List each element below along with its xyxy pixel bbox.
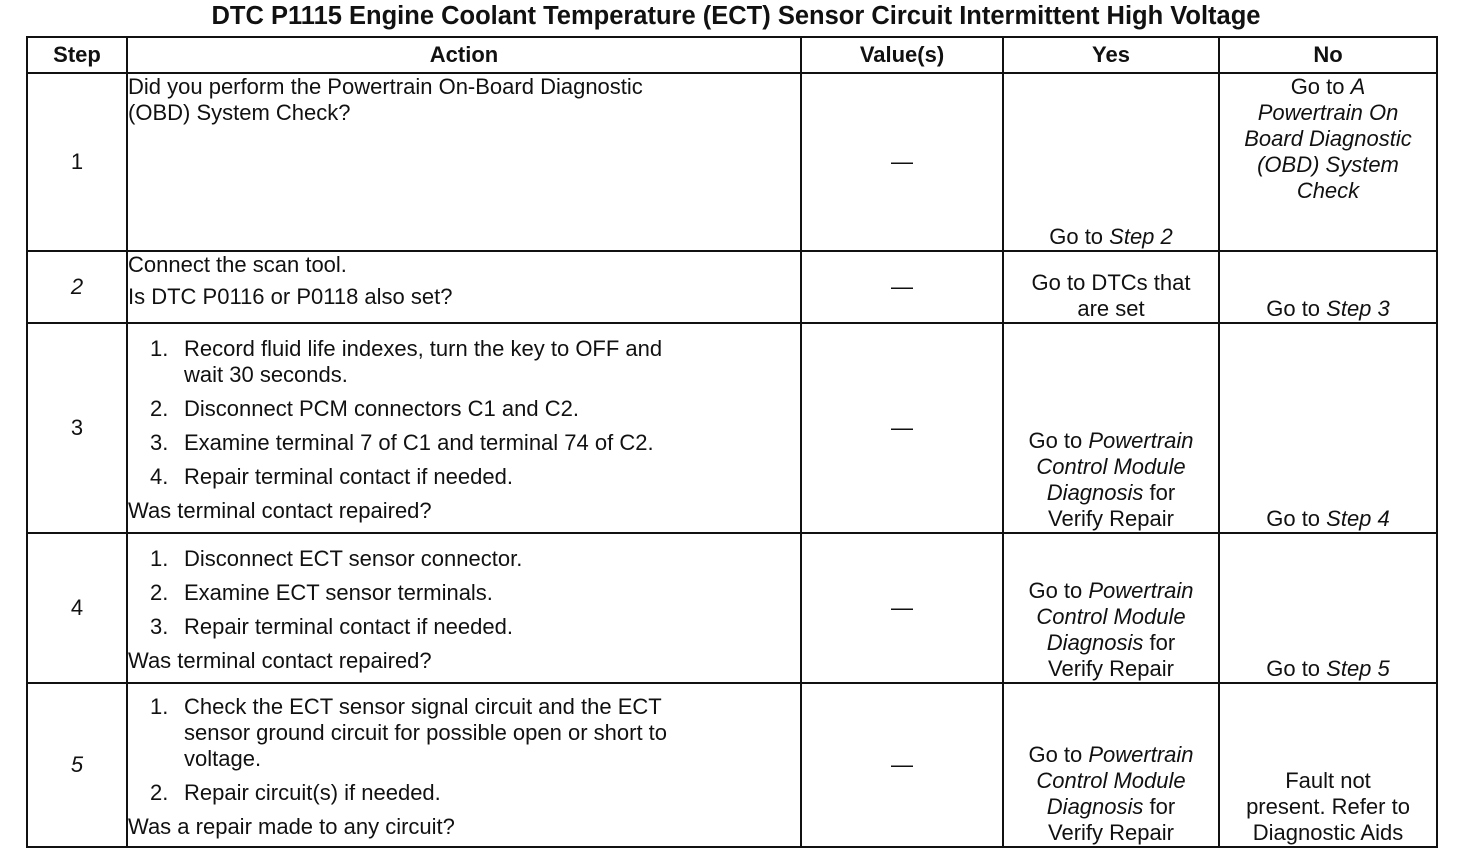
list-item	[128, 464, 800, 490]
no-step-link[interactable]: Step 3	[1326, 296, 1390, 321]
step-number: 2	[27, 251, 127, 323]
no-link[interactable]: Check	[1296, 178, 1360, 203]
header-action: Action	[127, 37, 801, 73]
list-text: Examine ECT sensor terminals.	[184, 580, 493, 605]
yes-suffix: for	[1143, 794, 1176, 819]
yes-text	[1004, 794, 1218, 820]
yes-text: Verify Repair	[1048, 656, 1174, 681]
yes-text	[1004, 578, 1218, 604]
list-item	[128, 546, 800, 572]
table-row	[27, 683, 1437, 847]
action-cell	[127, 251, 801, 323]
table-row	[27, 73, 1437, 251]
value-cell: —	[801, 323, 1003, 533]
no-link[interactable]: A	[1350, 74, 1366, 99]
yes-suffix: for	[1143, 630, 1176, 655]
no-cell	[1219, 323, 1437, 533]
list-number: 3.	[150, 614, 169, 639]
yes-link[interactable]: Diagnosis	[1046, 630, 1144, 655]
table-row	[27, 323, 1437, 533]
table-row	[27, 533, 1437, 683]
yes-prefix: Go to	[1028, 742, 1089, 767]
action-steps	[128, 694, 800, 806]
value-cell: —	[801, 251, 1003, 323]
list-text: Record fluid life indexes, turn the key to OFF and	[184, 336, 663, 361]
yes-cell	[1003, 73, 1219, 251]
yes-cell	[1003, 323, 1219, 533]
header-yes: Yes	[1003, 37, 1219, 73]
yes-prefix: Go to	[1028, 428, 1089, 453]
no-cell	[1219, 73, 1437, 251]
action-cell	[127, 73, 801, 251]
list-text: Repair circuit(s) if needed.	[184, 780, 441, 805]
yes-text: Verify Repair	[1048, 820, 1174, 845]
yes-link[interactable]: Control Module	[1036, 768, 1186, 793]
yes-prefix: Go to	[1049, 224, 1110, 249]
no-cell	[1219, 533, 1437, 683]
yes-text	[1004, 428, 1218, 454]
action-cell	[127, 323, 801, 533]
list-number: 4.	[150, 464, 169, 489]
diagnostic-table	[26, 36, 1438, 848]
no-prefix: Go to	[1266, 296, 1327, 321]
header-row	[27, 37, 1437, 73]
no-link[interactable]: Powertrain On	[1257, 100, 1399, 125]
yes-link[interactable]: Diagnosis	[1046, 794, 1144, 819]
list-text: Check the ECT sensor signal circuit and the ECT	[184, 694, 662, 719]
page-title: DTC P1115 Engine Coolant Temperature (ECT) Sensor Circuit Intermittent High Voltage	[211, 2, 1261, 30]
yes-text	[1004, 630, 1218, 656]
yes-cell	[1003, 683, 1219, 847]
list-item	[128, 694, 800, 772]
list-text: Repair terminal contact if needed.	[184, 614, 513, 639]
action-text: (OBD) System Check?	[128, 100, 351, 125]
value-cell: —	[801, 73, 1003, 251]
action-cell	[127, 533, 801, 683]
list-item	[128, 430, 800, 456]
yes-text: Verify Repair	[1048, 506, 1174, 531]
yes-text	[1004, 742, 1218, 768]
list-number: 1.	[150, 694, 169, 719]
action-question: Was terminal contact repaired?	[128, 498, 432, 523]
value-cell: —	[801, 683, 1003, 847]
list-item	[128, 580, 800, 606]
action-question: Was terminal contact repaired?	[128, 648, 432, 673]
step-number: 4	[27, 533, 127, 683]
value-cell: —	[801, 533, 1003, 683]
no-prefix: Go to	[1266, 506, 1327, 531]
no-prefix: Go to	[1266, 656, 1327, 681]
action-question: Was a repair made to any circuit?	[128, 814, 455, 839]
yes-cell	[1003, 251, 1219, 323]
yes-text	[1004, 480, 1218, 506]
yes-step-link[interactable]: Step 2	[1109, 224, 1173, 249]
yes-prefix: Go to	[1028, 578, 1089, 603]
yes-text: are set	[1077, 296, 1145, 321]
yes-link[interactable]: Control Module	[1036, 604, 1186, 629]
no-step-link[interactable]: Step 5	[1326, 656, 1390, 681]
list-text: Examine terminal 7 of C1 and terminal 74 of C2.	[184, 430, 654, 455]
header-values: Value(s)	[801, 37, 1003, 73]
action-question: Is DTC P0116 or P0118 also set?	[128, 284, 453, 309]
list-number: 2.	[150, 580, 169, 605]
no-prefix: Go to	[1290, 74, 1351, 99]
header-step: Step	[27, 37, 127, 73]
list-number: 2.	[150, 396, 169, 421]
yes-link[interactable]: Powertrain	[1088, 428, 1194, 453]
step-number: 5	[27, 683, 127, 847]
action-text: Connect the scan tool.	[128, 252, 347, 277]
list-text: Repair terminal contact if needed.	[184, 464, 513, 489]
list-item	[128, 780, 800, 806]
list-number: 1.	[150, 336, 169, 361]
action-steps	[128, 546, 800, 640]
no-text: present. Refer to	[1246, 794, 1410, 819]
no-cell	[1219, 251, 1437, 323]
list-number: 3.	[150, 430, 169, 455]
list-number: 1.	[150, 546, 169, 571]
action-cell	[127, 683, 801, 847]
list-item	[128, 336, 800, 388]
yes-cell	[1003, 533, 1219, 683]
list-item	[128, 396, 800, 422]
step-number: 3	[27, 323, 127, 533]
no-link[interactable]: (OBD) System	[1257, 152, 1399, 177]
table-row	[27, 251, 1437, 323]
yes-link[interactable]: Diagnosis	[1046, 480, 1144, 505]
step-number: 1	[27, 73, 127, 251]
no-link[interactable]: Board Diagnostic	[1244, 126, 1412, 151]
list-text: wait 30 seconds.	[184, 362, 348, 387]
list-number: 2.	[150, 780, 169, 805]
no-text	[1220, 74, 1436, 100]
list-text: voltage.	[184, 746, 262, 771]
no-text: Fault not	[1285, 768, 1371, 793]
yes-link[interactable]: Powertrain	[1088, 578, 1194, 603]
action-steps	[128, 336, 800, 490]
no-link-text[interactable]: Diagnostic Aids	[1252, 820, 1404, 845]
list-item	[128, 614, 800, 640]
yes-link[interactable]: Control Module	[1036, 454, 1186, 479]
list-text: Disconnect PCM connectors C1 and C2.	[184, 396, 579, 421]
yes-suffix: for	[1143, 480, 1176, 505]
no-step-link[interactable]: Step 4	[1326, 506, 1390, 531]
yes-link[interactable]: Powertrain	[1088, 742, 1194, 767]
list-text: sensor ground circuit for possible open or short to	[184, 720, 668, 745]
yes-text: Go to DTCs that	[1031, 270, 1191, 295]
list-text: Disconnect ECT sensor connector.	[184, 546, 523, 571]
action-text: Did you perform the Powertrain On-Board Diagnostic	[128, 74, 643, 99]
header-no: No	[1219, 37, 1437, 73]
no-cell	[1219, 683, 1437, 847]
